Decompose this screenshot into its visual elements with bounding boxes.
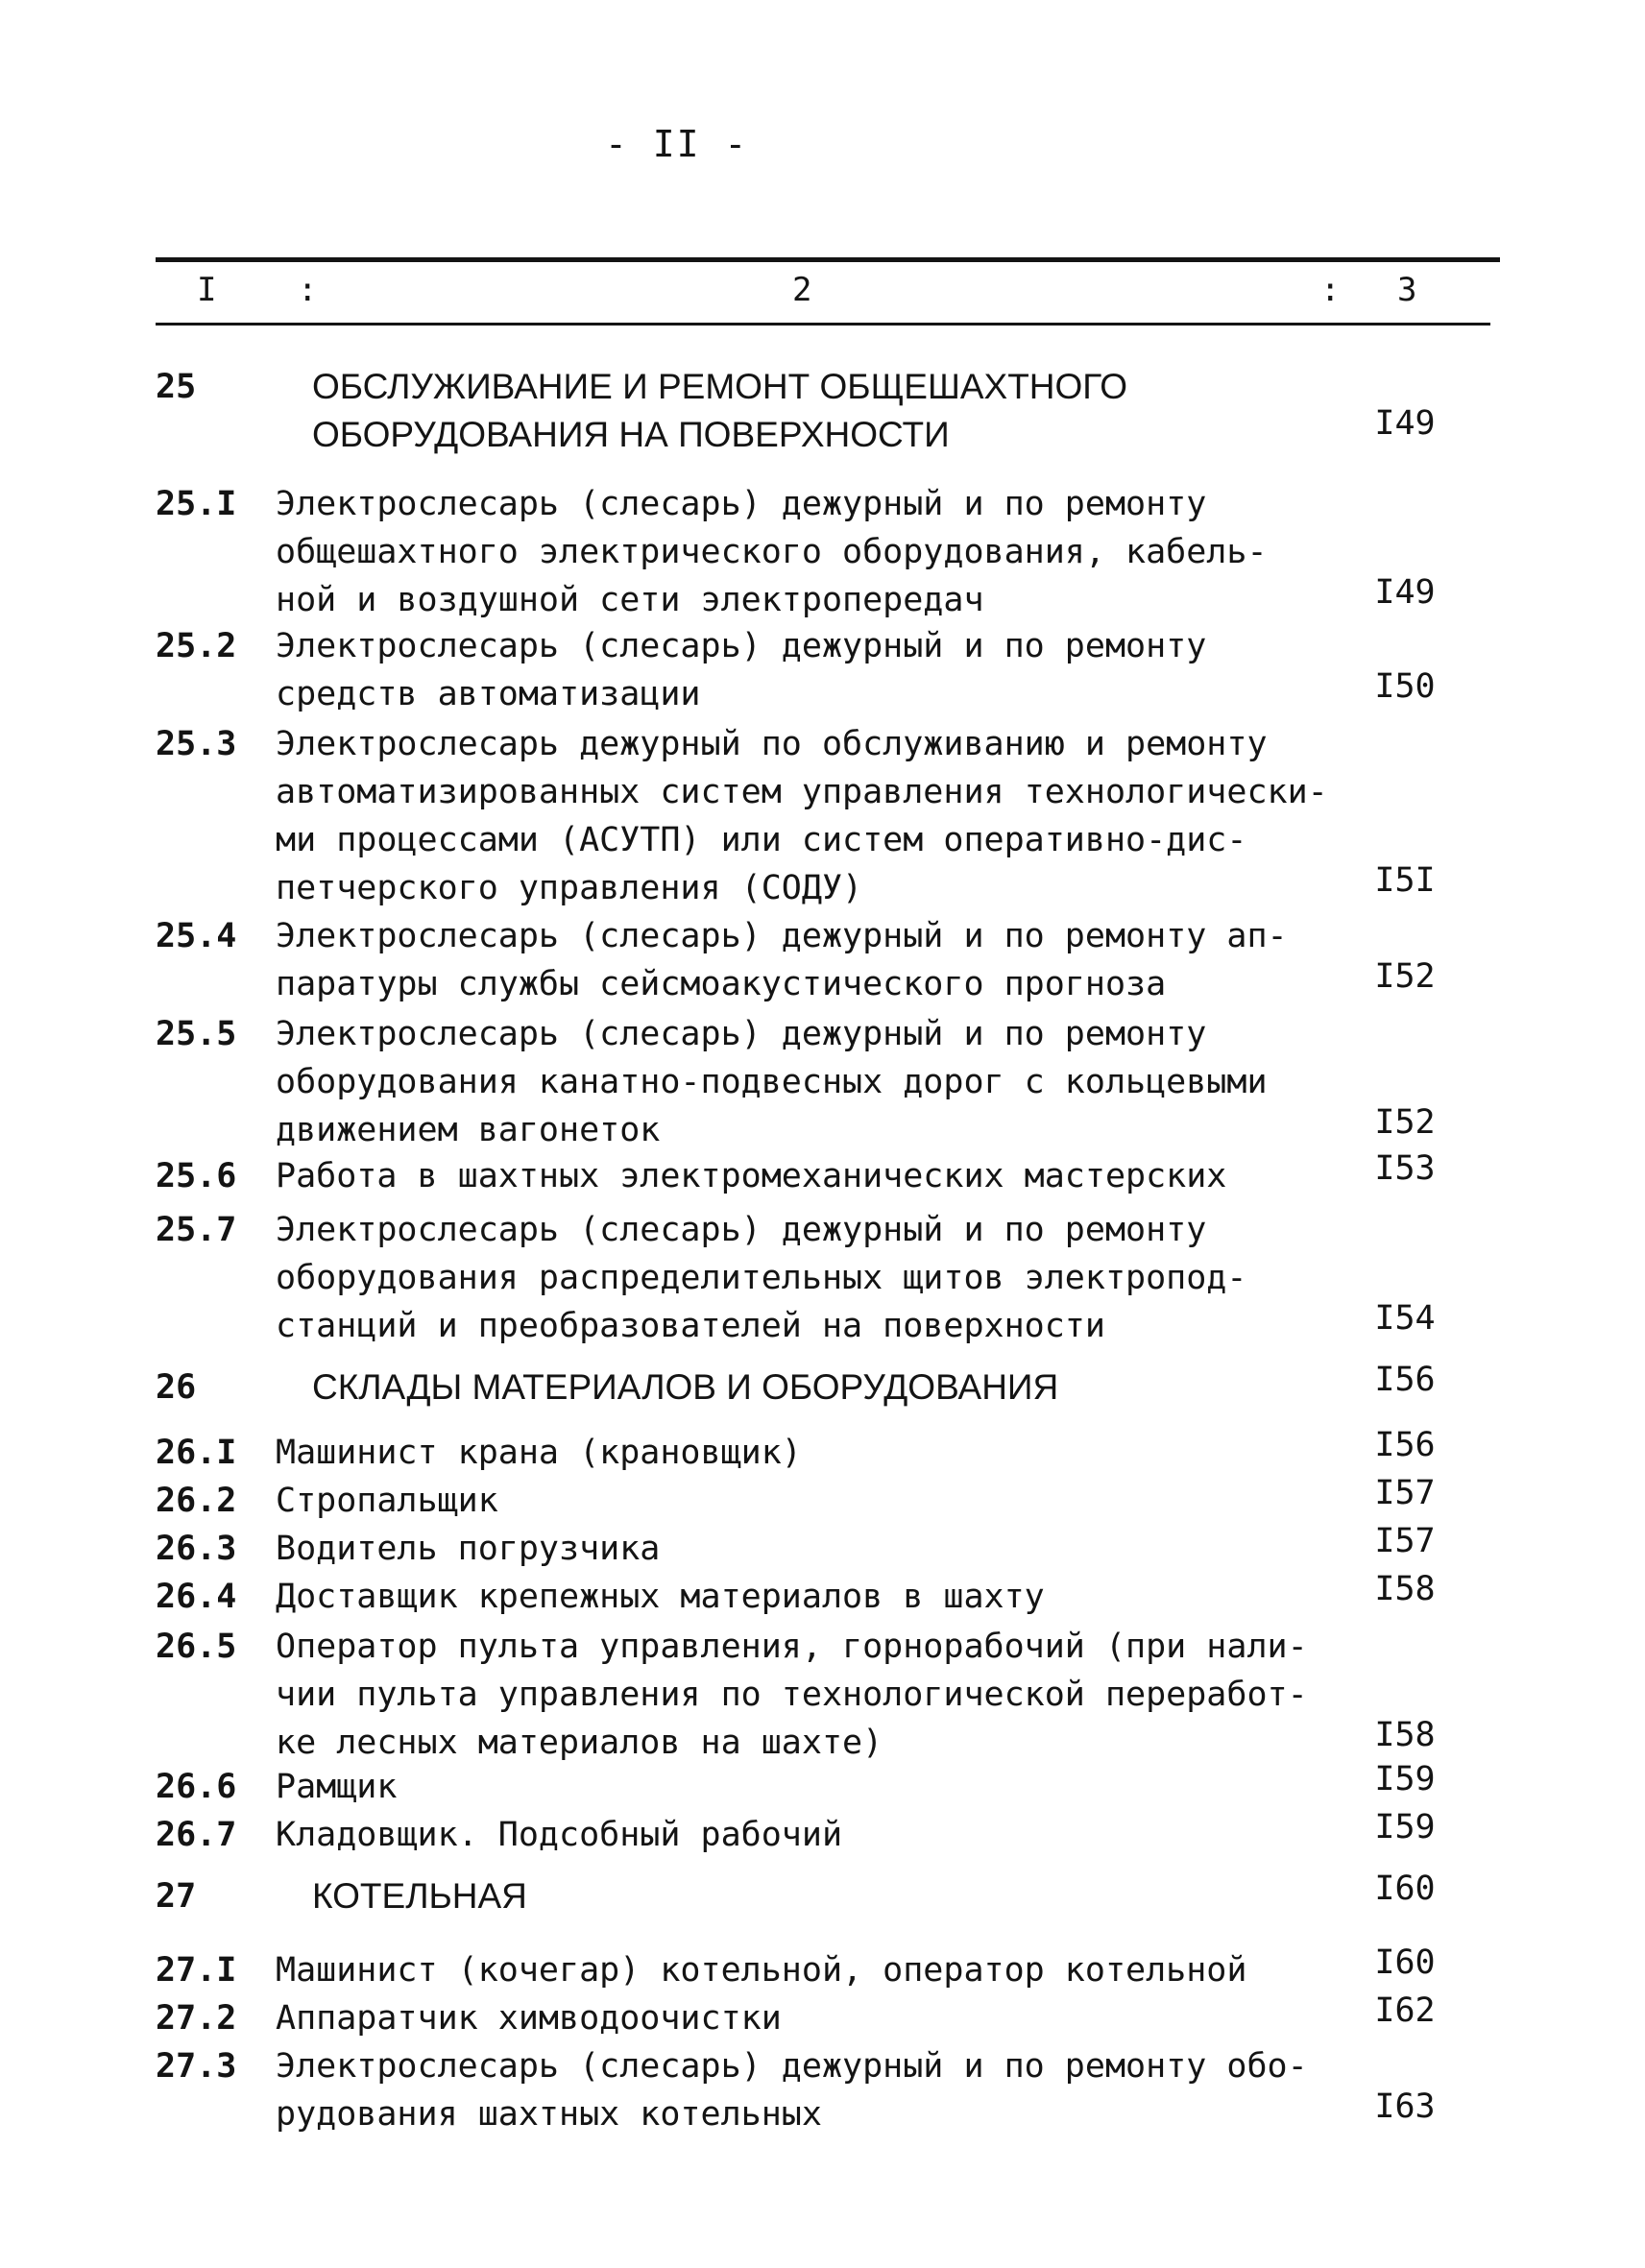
entry-title-line: движением вагонеток <box>276 1111 661 1149</box>
entry-title-line: Электрослесарь (слесарь) дежурный и по ремонту <box>276 1015 1207 1053</box>
entry-title <box>276 1811 1351 1859</box>
entry-title-line: ОБОРУДОВАНИЯ НА ПОВЕРХНОСТИ <box>312 415 950 454</box>
entry-page: I53 <box>1374 1149 1436 1188</box>
entry-title-line: ной и воздушной сети электропередач <box>276 581 984 619</box>
entry-title <box>276 1623 1351 1767</box>
entry-title <box>312 363 1388 459</box>
entry-number: 27 <box>156 1877 197 1916</box>
entry-title <box>276 1206 1351 1350</box>
entry-number: 25 <box>156 368 197 406</box>
entry-title-line: рудования шахтных котельных <box>276 2095 822 2134</box>
entry-page: I49 <box>1374 404 1436 443</box>
entry-title <box>276 1573 1351 1621</box>
entry-title-line: Машинист (кочегар) котельной, оператор котельной <box>276 1951 1247 1990</box>
entry-title-line: Аппаратчик химводоочистки <box>276 1999 782 2038</box>
table-top-rule <box>156 257 1500 262</box>
entry-page: I56 <box>1374 1426 1436 1464</box>
entry-title-line: автоматизированных систем управления технологически- <box>276 773 1328 811</box>
entry-number: 26.3 <box>156 1530 237 1568</box>
entry-number: 25.6 <box>156 1157 237 1195</box>
entry-title-line: Водитель погрузчика <box>276 1530 661 1568</box>
entry-title-line: Рамщик <box>276 1768 398 1806</box>
entry-number: 25.5 <box>156 1015 237 1053</box>
entry-number: 25.7 <box>156 1211 237 1249</box>
entry-title <box>276 1010 1351 1154</box>
entry-title <box>276 1946 1351 1994</box>
header-sep2: : <box>1320 271 1341 309</box>
entry-title-line: Электрослесарь (слесарь) дежурный и по ремонту <box>276 485 1207 523</box>
entry-page: I49 <box>1374 573 1436 612</box>
entry-page: I5I <box>1374 861 1436 900</box>
entry-page: I63 <box>1374 2087 1436 2126</box>
entry-page: I50 <box>1374 667 1436 706</box>
header-col1: I <box>197 271 217 309</box>
entry-title-line: СКЛАДЫ МАТЕРИАЛОВ И ОБОРУДОВАНИЯ <box>312 1367 1059 1407</box>
entry-title-line: петчерского управления (СОДУ) <box>276 869 863 907</box>
entry-title <box>276 720 1351 912</box>
entry-title <box>276 1152 1351 1200</box>
entry-number: 27.2 <box>156 1999 237 2038</box>
entry-title-line: Доставщик крепежных материалов в шахту <box>276 1578 1045 1616</box>
entry-page: I60 <box>1374 1870 1436 1908</box>
entry-title-line: Электрослесарь (слесарь) дежурный и по ремонту <box>276 627 1207 665</box>
entry-number: 26.4 <box>156 1578 237 1616</box>
entry-page: I58 <box>1374 1716 1436 1754</box>
entry-title-line: ке лесных материалов на шахте) <box>276 1724 883 1762</box>
entry-number: 27.3 <box>156 2047 237 2086</box>
entry-number: 25.3 <box>156 725 237 763</box>
entry-number: 26.5 <box>156 1628 237 1666</box>
entry-page: I57 <box>1374 1474 1436 1512</box>
entry-number: 27.I <box>156 1951 237 1990</box>
entry-number: 25.2 <box>156 627 237 665</box>
table-header-rule <box>156 323 1490 326</box>
entry-title <box>276 622 1351 718</box>
entry-title-line: Электрослесарь (слесарь) дежурный и по ремонту <box>276 1211 1207 1249</box>
entry-title-line: Стропальщик <box>276 1482 498 1520</box>
entry-page: I56 <box>1374 1361 1436 1399</box>
entry-title <box>276 912 1351 1008</box>
entry-page: I62 <box>1374 1991 1436 2030</box>
entry-title-line: ми процессами (АСУТП) или систем оперативно-дис- <box>276 821 1247 859</box>
entry-title-line: средств автоматизации <box>276 675 701 713</box>
entry-title-line: чии пульта управления по технологической переработ- <box>276 1676 1308 1714</box>
entry-page: I59 <box>1374 1760 1436 1798</box>
entry-title-line: КОТЕЛЬНАЯ <box>312 1876 527 1916</box>
entry-title <box>276 1429 1351 1477</box>
header-col2: 2 <box>792 271 812 309</box>
entry-number: 26.7 <box>156 1816 237 1854</box>
entry-page: I52 <box>1374 957 1436 996</box>
entry-title-line: Электрослесарь (слесарь) дежурный и по ремонту ап- <box>276 917 1288 955</box>
entry-page: I57 <box>1374 1522 1436 1560</box>
header-col3: 3 <box>1397 271 1417 309</box>
page-number: - II - <box>605 123 749 165</box>
entry-title <box>276 1525 1351 1573</box>
entry-number: 26.6 <box>156 1768 237 1806</box>
entry-page: I52 <box>1374 1103 1436 1142</box>
entry-page: I54 <box>1374 1299 1436 1338</box>
entry-title-line: оборудования распределительных щитов электропод- <box>276 1259 1247 1297</box>
entry-title-line: оборудования канатно-подвесных дорог с кольцевыми <box>276 1063 1268 1101</box>
entry-title-line: ОБСЛУЖИВАНИЕ И РЕМОНТ ОБЩЕШАХТНОГО <box>312 367 1128 406</box>
entry-title-line: Электрослесарь (слесарь) дежурный и по ремонту обо- <box>276 2047 1308 2086</box>
entry-number: 26 <box>156 1368 197 1407</box>
entry-title <box>276 1994 1351 2042</box>
entry-title-line: Машинист крана (крановщик) <box>276 1434 802 1472</box>
entry-title <box>312 1363 1388 1411</box>
entry-title-line: паратуры службы сейсмоакустического прогноза <box>276 965 1167 1003</box>
entry-title <box>276 1763 1351 1811</box>
entry-title <box>276 2042 1351 2138</box>
entry-title-line: Работа в шахтных электромеханических мастерских <box>276 1157 1227 1195</box>
entry-title-line: станций и преобразователей на поверхности <box>276 1307 1105 1345</box>
entry-title <box>276 1477 1351 1525</box>
entry-title <box>276 480 1351 624</box>
entry-title-line: Электрослесарь дежурный по обслуживанию и ремонту <box>276 725 1268 763</box>
entry-page: I60 <box>1374 1943 1436 1982</box>
header-sep1: : <box>298 271 318 309</box>
entry-title-line: Оператор пульта управления, горнорабочий (при нали- <box>276 1628 1308 1666</box>
entry-page: I59 <box>1374 1808 1436 1846</box>
entry-title-line: Кладовщик. Подсобный рабочий <box>276 1816 843 1854</box>
entry-number: 25.4 <box>156 917 237 955</box>
entry-number: 26.2 <box>156 1482 237 1520</box>
entry-number: 25.I <box>156 485 237 523</box>
entry-page: I58 <box>1374 1570 1436 1608</box>
entry-number: 26.I <box>156 1434 237 1472</box>
entry-title-line: общешахтного электрического оборудования, кабель- <box>276 533 1268 571</box>
entry-title <box>312 1872 1388 1920</box>
